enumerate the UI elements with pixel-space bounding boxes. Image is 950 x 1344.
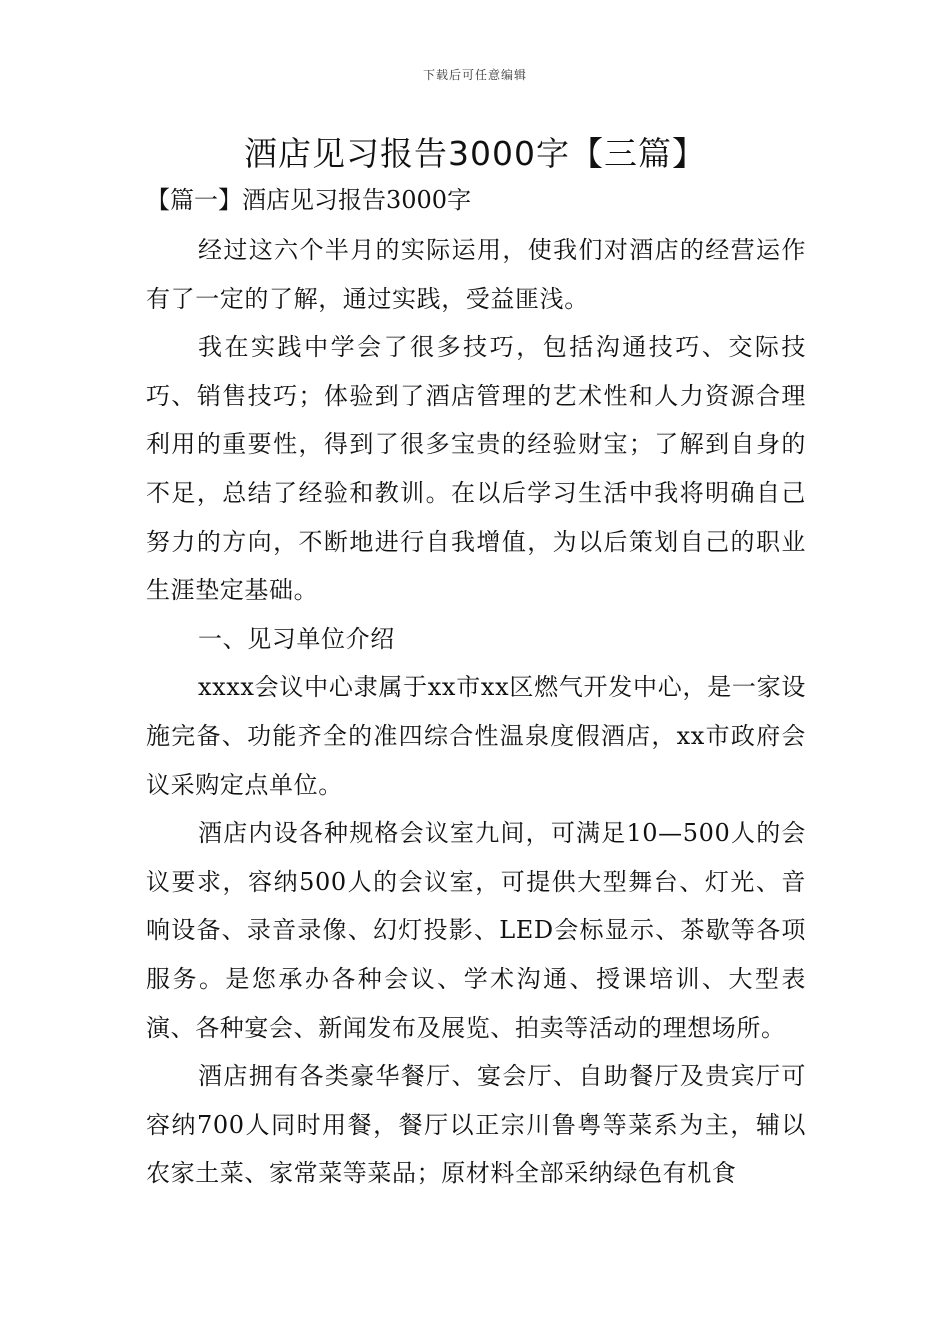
paragraph: 酒店拥有各类豪华餐厅、宴会厅、自助餐厅及贵宾厅可容纳700人同时用餐，餐厅以正宗川鲁粤等菜系为主，辅以农家土菜、家常菜等菜品；原材料全部采纳绿色有机食: [146, 1062, 806, 1188]
subsection-heading: 一、见习单位介绍: [198, 624, 395, 653]
paragraph: 酒店内设各种规格会议室九间，可满足10—500人的会议要求，容纳500人的会议室，可提供大型舞台、灯光、音响设备、录音录像、幻灯投影、LED会标显示、茶歇等各项服务。是您承办各种会议、学术沟通、授课培训、大型表演、各种宴会、新闻发布及展览、拍卖等活动的理想场所。: [146, 819, 806, 1042]
header-note: 下载后可任意编辑: [422, 68, 527, 82]
paragraph: 我在实践中学会了很多技巧，包括沟通技巧、交际技巧、销售技巧；体验到了酒店管理的艺术性和人力资源合理利用的重要性，得到了很多宝贵的经验财宝；了解到自身的不足，总结了经验和教训。在以后学习生活中我将明确自己努力的方向，不断地进行自我增值，为以后策划自己的职业生涯垫定基础。: [146, 333, 806, 605]
section-heading: 【篇一】酒店见习报告3000字: [146, 186, 472, 214]
paragraph: xxxx会议中心隶属于xx市xx区燃气开发中心，是一家设施完备、功能齐全的准四综合性温泉度假酒店，xx市政府会议采购定点单位。: [146, 673, 806, 799]
body-text: [146, 226, 806, 1198]
paragraph: 经过这六个半月的实际运用，使我们对酒店的经营运作有了一定的了解，通过实践，受益匪浅。: [146, 236, 806, 313]
document-title: 酒店见习报告3000字【三篇】: [244, 134, 706, 173]
